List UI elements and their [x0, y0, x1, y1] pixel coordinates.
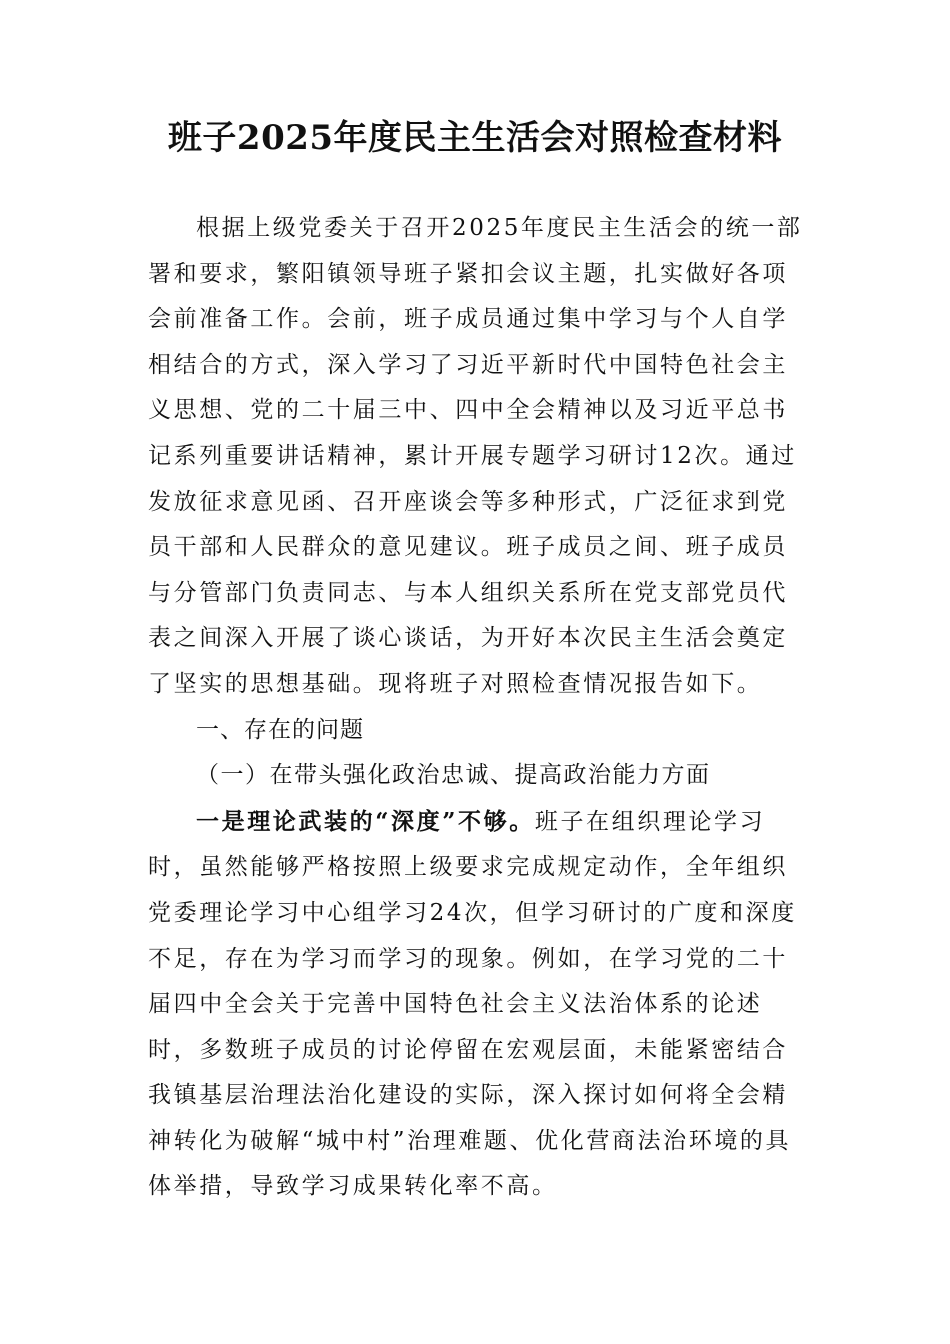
section-heading: 一、存在的问题: [196, 716, 364, 743]
document-title: 班子2025年度民主生活会对照检查材料: [167, 118, 783, 158]
subsection-heading: （一）在带头强化政治忠诚、提高政治能力方面: [196, 762, 711, 789]
intro-paragraph: 根据上级党委关于召开2025年度民主生活会的统一部署和要求，繁阳镇领导班子紧扣会议主题，扎实做好各项会前准备工作。会前，班子成员通过集中学习与个人自学相结合的方式，深入学习了习近平新时代中国特色社会主义思想、党的二十届三中、四中全会精神以及习近平总书记系列重要讲话精神，累计开展专题学习研讨12次。通过发放征求意见函、召开座谈会等多种形式，广泛征求到党员干部和人民群众的意见建议。班子成员之间、班子成员与分管部门负责同志、与本人组织关系所在党支部党员代表之间深入开展了谈心谈话，为开好本次民主生活会奠定了坚实的思想基础。现将班子对照检查情况报告如下。: [148, 215, 803, 697]
point-text: 班子在组织理论学习时，虽然能够严格按照上级要求完成规定动作，全年组织党委理论学习中心组学习24次，但学习研讨的广度和深度不足，存在为学习而学习的现象。例如，在学习党的二十届四中全会关于完善中国特色社会主义法治体系的论述时，多数班子成员的讨论停留在宏观层面，未能紧密结合我镇基层治理法治化建设的实际，深入探讨如何将全会精神转化为破解“城中村”治理难题、优化营商法治环境的具体举措，导致学习成果转化率不高。: [148, 808, 797, 1200]
point-lead: 一是理论武装的“深度”不够。: [196, 807, 535, 835]
point-paragraph: [148, 799, 804, 1210]
document-body: [148, 206, 804, 1210]
